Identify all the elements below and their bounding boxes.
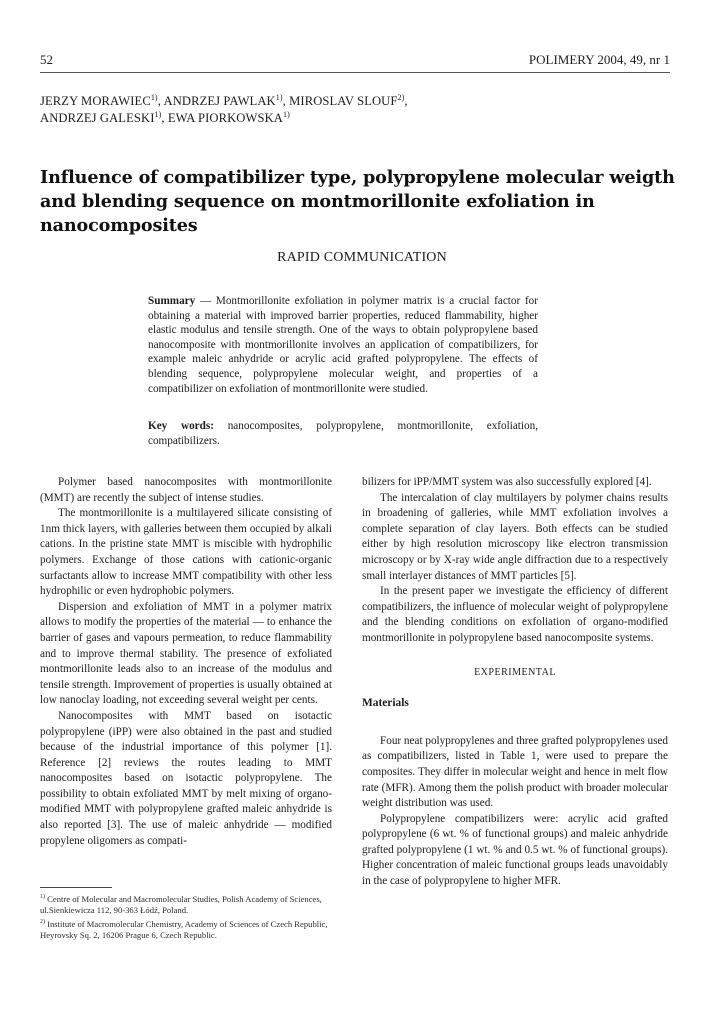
author-affiliation: 1) <box>154 109 162 119</box>
header-divider <box>40 72 670 73</box>
keywords <box>148 419 538 448</box>
subsection-heading: Materials <box>362 697 409 710</box>
paragraph: Polymer based nanocomposites with montmorillonite (MMT) are recently the subject of intense studies. <box>40 476 332 504</box>
page-number: 52 <box>40 52 53 67</box>
author-affiliation: 1) <box>282 109 290 119</box>
footnotes <box>40 892 336 942</box>
author-name: ANDRZEJ GALESKI <box>40 111 155 125</box>
paragraph: Polypropylene compatibilizers were: acrylic acid grafted polypropylene (6 wt. % of functional groups) and maleic anhydride grafted polypropylene (1 wt. % and 0.5 wt. % of functional groups). Higher concentration of maleic functional groups leads unavoidably in the case of polypropylene to higher MFR. <box>362 812 668 888</box>
keywords-text: nanocomposites, polypropylene, montmorillonite, exfoliation, compatibilizers. <box>148 420 539 447</box>
paragraph: Four neat polypropylenes and three grafted polypropylenes used as compatibilizers, listed in Table 1, were used to prepare the composites. They differ in molecular weight and hence in melt flow rate (MFR). Among them the polish product with broader molecular weight distribution was used. <box>362 734 668 810</box>
abstract-summary: Summary — Montmorillonite exfoliation in polymer matrix is a crucial factor for obtaining a material with improved barrier properties, reduced flammability, higher elastic modulus and tensile strength. One of the ways to obtain polypropylene based nanocomposite with montmorillonite involves an application of compatibilizers, for example maleic anhydride or acrylic acid grafted polypropylene. The effects of blending sequence, polypropylene molecular weight, and properties of a compatibilizer on exfoliation of montmorillonite were studied. <box>148 295 538 395</box>
paragraph: The intercalation of clay multilayers by polymer chains results in broadening of galleries, while MMT exfoliation involves a complete separation of clay layers. Both effects can be studied either by high resolution microscopy like electron transmission microscopy or by X-ray wide angle diffraction due to a respectively small interlayer distances of MMT particles [5]. <box>362 491 668 582</box>
paragraph: In the present paper we investigate the efficiency of different compatibilizers, the influence of molecular weight of polypropylene and the blending conditions on exfoliation of organo-modified montmorillonite in polypropylene based nanocomposite systems. <box>362 585 668 644</box>
author-affiliation: 2) <box>397 92 405 102</box>
summary-label: Summary <box>148 295 196 307</box>
footnote: $^{1)}$ Centre of Molecular and Macromolecular Studies, Polish Academy of Sciences, ul.Sienkiewicza 112, 90-363 Łódź, Poland. <box>40 893 322 916</box>
body-column-left <box>40 475 332 849</box>
author-name: EWA PIORKOWSKA <box>167 111 283 125</box>
author-name: JERZY MORAWIEC <box>40 94 151 108</box>
keywords-label: Key words: <box>148 420 214 432</box>
footnote: $^{2)}$ Institute of Macromolecular Chemistry, Academy of Sciences of Czech Republic, Heyrovsky Sq. 2, 16206 Prague 6, Czech Republic. <box>40 918 328 941</box>
author-affiliation: 1) <box>150 92 158 102</box>
paragraph: bilizers for iPP/MMT system was also successfully explored [4]. <box>362 476 652 488</box>
summary-text: Montmorillonite exfoliation in polymer matrix is a crucial factor for obtaining a material with improved barrier properties, reduced flammability, higher elastic modulus and tensile strength. One of the ways to obtain polypropylene based nanocomposite with montmorillonite involves an application of compatibilizers, for example maleic anhydride or acrylic acid grafted polypropylene. The effects of blending sequence, polypropylene molecular weight, and properties of a compatibilizer on exfoliation of montmorillonite were studied. <box>148 295 538 395</box>
author-name: MIROSLAV SLOUF <box>289 94 398 108</box>
paragraph: The montmorillonite is a multilayered silicate consisting of 1nm thick layers, with galleries between them occupied by alkali cations. In the pristine state MMT is miscible with hydrophilic polymers. Exchange of those cations with cationic-organic surfactants allow to increase MMT compatibility with other less hydrophilic or even hydrophobic polymers. <box>40 507 332 598</box>
paragraph: Dispersion and exfoliation of MMT in a polymer matrix allows to modify the properties of the material — to enhance the barrier of gases and vapours permeation, to reduce flammability and to improve thermal stability. The presence of exfoliated montmorillonite leads also to an increase of the modulus and tensile strength. Improvement of properties is usually obtained at low nanoclay loading, not exceeding several weight per cents. <box>40 600 332 707</box>
article-type: RAPID COMMUNICATION <box>277 250 447 265</box>
body-column-right <box>362 475 668 890</box>
author-affiliation: 1) <box>275 92 283 102</box>
paragraph: Nanocomposites with MMT based on isotactic polypropylene (iPP) were also obtained in the past and studied because of the industrial importance of this polymer [1]. Reference [2] reviews the routes leading to MMT nanocomposites based on isotactic polypropylene. The possibility to obtain exfoliated MMT by melt mixing of organo- modified MMT with polypropylene grafted maleic anhydride is also reported [3]. The use of maleic anhydride — modified propylene oligomers as compati- <box>40 709 332 847</box>
author-name: ANDRZEJ PAWLAK <box>163 94 276 108</box>
journal-reference: POLIMERY 2004, 49, nr 1 <box>528 52 670 67</box>
footnote-divider <box>40 887 112 888</box>
author-list: JERZY MORAWIEC$^{1)}$, ANDRZEJ PAWLAK$^{1)}$, MIROSLAV SLOUF$^{2)}$, ANDRZEJ GALESKI$^{1)}$, EWA PIORKOWSKA$^{1)}$ <box>40 92 408 125</box>
section-heading: EXPERIMENTAL <box>474 666 556 678</box>
article-title: Influence of compatibilizer type, polypropylene molecular weigth and blending sequence on montmorillonite exfoliation in nanocomposites <box>40 167 675 236</box>
